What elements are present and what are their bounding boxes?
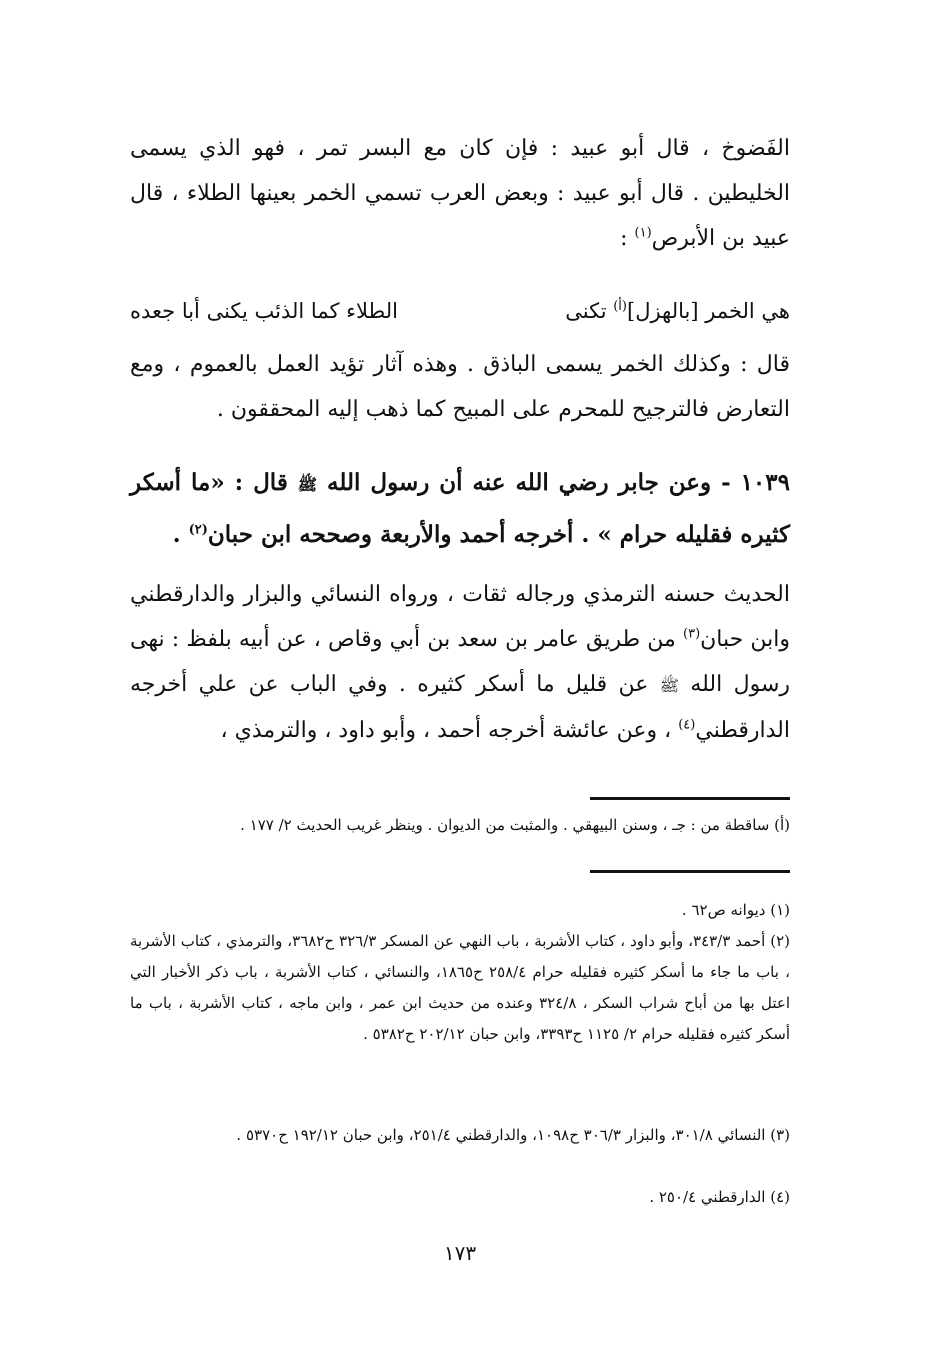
hadith-1039 [130, 458, 790, 560]
after-verse-paragraph: قال : وكذلك الخمر يسمى الباذق . وهذه آثار تؤيد العمل بالعموم ، ومع التعارض فالترجيح للمحرم على المبيح كما ذهب إليه المحققون . [130, 352, 790, 422]
verse-first-hemistich [565, 286, 790, 336]
book-page [130, 120, 790, 1300]
footnote-ref-1: (١) [634, 225, 652, 241]
commentary-text-2: من طريق عامر بن سعد بن أبي وقاص ، عن أبيه بلفظ : نهى رسول الله [130, 627, 790, 697]
hadith-text-end: . [172, 521, 189, 548]
footnote-ref-2: (٢) [188, 522, 208, 538]
poetry-verse [130, 286, 790, 336]
footnote-divider-1 [590, 797, 790, 800]
hadith-text-2: قال : «ما أسكر كثيره فقليله حرام » . أخرجه أحمد والأربعة وصححه ابن حبان [130, 469, 790, 548]
note-ref-a: (أ) [613, 299, 627, 314]
footnote-ref-3: (٣) [683, 626, 701, 642]
footnote-1: (١) ديوانه ص٦٢ . [681, 901, 790, 919]
commentary-text-3: عن قليل ما أسكر كثيره . وفي الباب عن علي أخرجه الدارقطني [130, 672, 790, 743]
footnote-ref-4: (٤) [678, 717, 696, 733]
intro-line-1: الفَضوخ ، قال أبو عبيد : فإن كان مع البسر تمر ، فهو الذي يسمى الخليطين . [130, 136, 791, 206]
page-number: ١٧٣ [443, 1241, 477, 1265]
commentary-paragraph [130, 572, 790, 753]
verse-second-hemistich: الطلاء كما الذئب يكنى أبا جعده [130, 299, 398, 323]
footnote-divider-2 [590, 870, 790, 873]
salutation-glyph-2: ﷺ [659, 676, 680, 695]
verse-right-pre: هي الخمر [بالهزل] [627, 299, 790, 323]
hadith-text-1: ١٠٣٩ - وعن جابر رضي الله عنه أن رسول الله [317, 469, 790, 496]
verse-right-post: تكنى [565, 299, 614, 323]
commentary-text-4: ، وعن عائشة أخرجه أحمد ، وأبو داود ، والترمذي ، [220, 718, 679, 743]
intro-line-3-end: : [620, 226, 635, 251]
footnote-2: (٢) أحمد ٣٤٣/٣، وأبو داود ، كتاب الأشربة ، باب النهي عن المسكر ٣٢٦/٣ ح٣٦٨٢، والترمذي ، كتاب الأشربة ، باب ما جاء ما أسكر كثيره فقليله حرام ٢٥٨/٤ ح١٨٦٥، والنسائي ، كتاب الأشربة ، باب ذكر الأخبار التي اعتل بها من أباح شراب السكر ، ٣٢٤/٨ وعنده من حديث ابن عمر ، وابن ماجه ، كتاب الأشربة ، باب ما أسكر كثيره فقليله حرام ٢/ ١١٢٥ ح٣٣٩٣، وابن حبان ٢٠٢/١٢ ح٥٣٨٢ . [130, 932, 790, 1043]
editor-note-a: (أ) ساقطة من : جـ ، وسنن البيهقي . والمثبت من الديوان . وينظر غريب الحديث ٢/ ١٧٧ . [240, 816, 790, 834]
intro-line-2: قال أبو عبيد : وبعض العرب تسمي الخمر بعينها الطلاء ، قال عبيد بن [130, 181, 790, 251]
intro-line-3: الأبرص [651, 226, 716, 251]
footnote-3: (٣) النسائي ٣٠١/٨، والبزار ٣٠٦/٣ ح١٠٩٨، والدارقطني ٢٥١/٤، وابن حبان ١٩٢/١٢ ح٥٣٧٠ . [236, 1126, 790, 1144]
intro-paragraph [130, 126, 790, 261]
commentary-text-1: الحديث حسنه الترمذي ورجاله ثقات ، ورواه النسائي والبزار والدارقطني وابن حبان [130, 582, 790, 652]
salutation-glyph: ﷺ [297, 475, 318, 494]
footnote-4: (٤) الدارقطني ٢٥٠/٤ . [649, 1188, 790, 1206]
